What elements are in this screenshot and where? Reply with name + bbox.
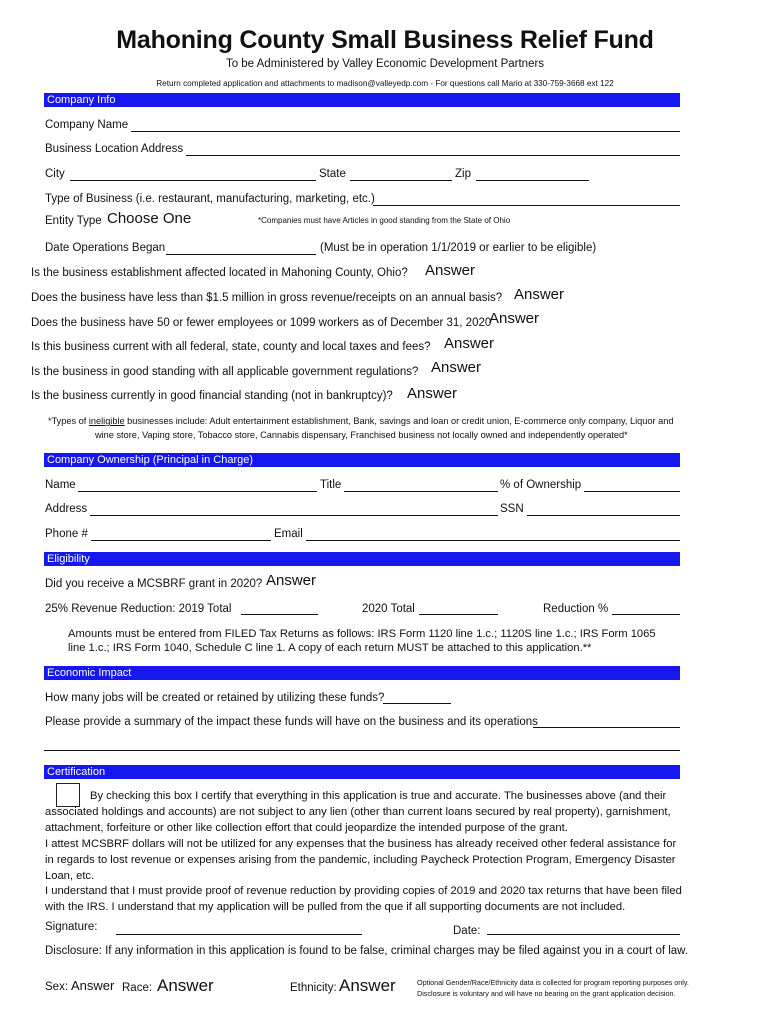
section-certification: Certification <box>44 765 680 779</box>
question-employees: Does the business have 50 or fewer employees or 1099 workers as of December 31, 2020 <box>31 317 492 329</box>
answer-bankruptcy[interactable]: Answer <box>407 385 458 402</box>
contact-line: Return completed application and attachments to madison@valleyedp.com - For questions call Mario at 330-759-3668 ext 122 <box>156 79 614 88</box>
signature-field[interactable] <box>116 934 362 935</box>
ineligible-note: *Types of ineligible businesses include: Adult entertainment establishment, Bank, savings and loan or credit union, E-commerce only company, Liquor and <box>48 416 674 426</box>
email-field[interactable] <box>306 540 680 541</box>
entity-note: *Companies must have Articles in good standing from the State of Ohio <box>258 216 511 225</box>
type-of-business-field[interactable] <box>373 205 680 206</box>
answer-employees[interactable]: Answer <box>489 310 540 327</box>
business-location-label: Business Location Address <box>45 143 184 155</box>
phone-label: Phone # <box>45 528 88 540</box>
reduction-field[interactable] <box>612 614 680 615</box>
owner-name-label: Name <box>45 479 76 491</box>
company-name-label: Company Name <box>45 119 129 131</box>
jobs-field[interactable] <box>383 703 451 704</box>
form-subtitle: To be Administered by Valley Economic Development Partners <box>225 58 545 70</box>
email-label: Email <box>274 528 303 540</box>
zip-field[interactable] <box>476 180 589 181</box>
section-eligibility: Eligibility <box>44 552 680 566</box>
zip-label: Zip <box>455 168 471 180</box>
ethnicity-answer[interactable]: Answer <box>339 976 396 995</box>
owner-address-field[interactable] <box>90 515 498 516</box>
form-title: Mahoning County Small Business Relief Fund <box>116 26 654 54</box>
signature-label: Signature: <box>45 921 98 933</box>
race-label: Race: <box>122 982 153 994</box>
question-taxes: Is this business current with all federal, state, county and local taxes and fees? <box>31 341 431 353</box>
owner-address-label: Address <box>45 503 88 515</box>
ssn-label: SSN <box>500 503 524 515</box>
date-operations-label: Date Operations Began <box>45 242 166 254</box>
ownership-percent-field[interactable] <box>584 491 680 492</box>
grant-question: Did you receive a MCSBRF grant in 2020? <box>45 578 263 590</box>
business-location-field[interactable] <box>186 155 680 156</box>
revenue-2020-label: 2020 Total <box>362 603 415 615</box>
question-revenue: Does the business have less than $1.5 million in gross revenue/receipts on an annual basis? <box>31 292 503 304</box>
revenue-2019-field[interactable] <box>241 614 318 615</box>
jobs-question: How many jobs will be created or retained by utilizing these funds? <box>45 692 385 704</box>
ssn-field[interactable] <box>527 515 680 516</box>
entity-type-select[interactable]: Choose One <box>107 210 192 227</box>
date-operations-note: (Must be in operation 1/1/2019 or earlier to be eligible) <box>320 242 597 254</box>
section-ownership: Company Ownership (Principal in Charge) <box>44 453 680 467</box>
date-field[interactable] <box>487 934 680 935</box>
section-economic-impact: Economic Impact <box>44 666 680 680</box>
certification-paragraph-3: I understand that I must provide proof of revenue reduction by providing copies of 2019 and 2020 tax returns that have been filed with the IRS. I understand that my application will be pulled from the que if all supporting documents are not included. <box>45 885 682 913</box>
certification-paragraph-2: I attest MCSBRF dollars will not be utilized for any expenses that the business has already received other federal assistance for in regards to lost revenue or expenses arising from the pandemic, including Paycheck Protection Program, Emergency Disaster Loan, etc. <box>45 838 677 882</box>
amounts-instruction: Amounts must be entered from FILED Tax Returns as follows: IRS Form 1120 line 1.c.; 1120S line 1.c.; IRS Form 1065 <box>68 628 656 640</box>
ineligible-note-line2: wine store, Vaping store, Tobacco store, Cannabis dispensary, Franchised business not locally owned and independently operated* <box>95 430 628 440</box>
answer-mahoning[interactable]: Answer <box>425 262 476 279</box>
race-answer[interactable]: Answer <box>157 976 214 995</box>
section-company-info: Company Info <box>44 93 680 107</box>
revenue-2020-field[interactable] <box>419 614 498 615</box>
ethnicity-label: Ethnicity: <box>290 982 337 994</box>
city-field[interactable] <box>70 180 316 181</box>
owner-title-field[interactable] <box>344 491 498 492</box>
summary-question: Please provide a summary of the impact these funds will have on the business and its operations <box>45 716 538 728</box>
optional-note-line1: Optional Gender/Race/Ethnicity data is collected for program reporting purposes only. <box>417 978 689 987</box>
sex-label: Sex: <box>45 981 69 993</box>
question-regulations: Is the business in good standing with all applicable government regulations? <box>31 366 419 378</box>
owner-name-field[interactable] <box>78 491 317 492</box>
certification-paragraph-1: By checking this box I certify that everything in this application is true and accurate. The businesses above (and their associated holdings and accounts) are not subject to any lien (other than current loans secured by real property), garnishment, attachment, forfeiture or other like collection effort that could jeopardize the intended purpose of the grant. <box>45 790 671 834</box>
amounts-instruction-line2: line 1.c.; IRS Form 1040, Schedule C line 1. A copy of each return MUST be attached to this application.** <box>68 642 592 654</box>
question-mahoning: Is the business establishment affected located in Mahoning County, Ohio? <box>31 267 408 279</box>
ownership-percent-label: % of Ownership <box>500 479 582 491</box>
owner-title-label: Title <box>320 479 342 491</box>
city-label: City <box>45 168 65 180</box>
answer-revenue[interactable]: Answer <box>514 286 565 303</box>
state-label: State <box>319 168 346 180</box>
date-operations-field[interactable] <box>166 254 316 255</box>
state-field[interactable] <box>350 180 452 181</box>
answer-taxes[interactable]: Answer <box>444 335 495 352</box>
phone-field[interactable] <box>91 540 271 541</box>
company-name-field[interactable] <box>131 131 680 132</box>
summary-field[interactable] <box>533 727 680 728</box>
sex-answer[interactable]: Answer <box>71 978 115 993</box>
disclosure-text: Disclosure: If any information in this application is found to be false, criminal charges may be filed against you in a court of law. <box>45 945 689 957</box>
optional-note-line2: Disclosure is voluntary and will have no bearing on the grant application decision. <box>417 989 676 998</box>
date-label: Date: <box>453 925 481 937</box>
reduction-label: Reduction % <box>543 603 609 615</box>
type-of-business-label: Type of Business (i.e. restaurant, manufacturing, marketing, etc.) <box>45 193 375 205</box>
entity-type-label: Entity Type <box>45 215 102 227</box>
revenue-2019-label: 25% Revenue Reduction: 2019 Total <box>45 603 232 615</box>
summary-field-line2[interactable] <box>44 750 680 751</box>
answer-regulations[interactable]: Answer <box>431 359 482 376</box>
question-bankruptcy: Is the business currently in good financial standing (not in bankruptcy)? <box>31 390 393 402</box>
grant-answer[interactable]: Answer <box>266 572 317 589</box>
